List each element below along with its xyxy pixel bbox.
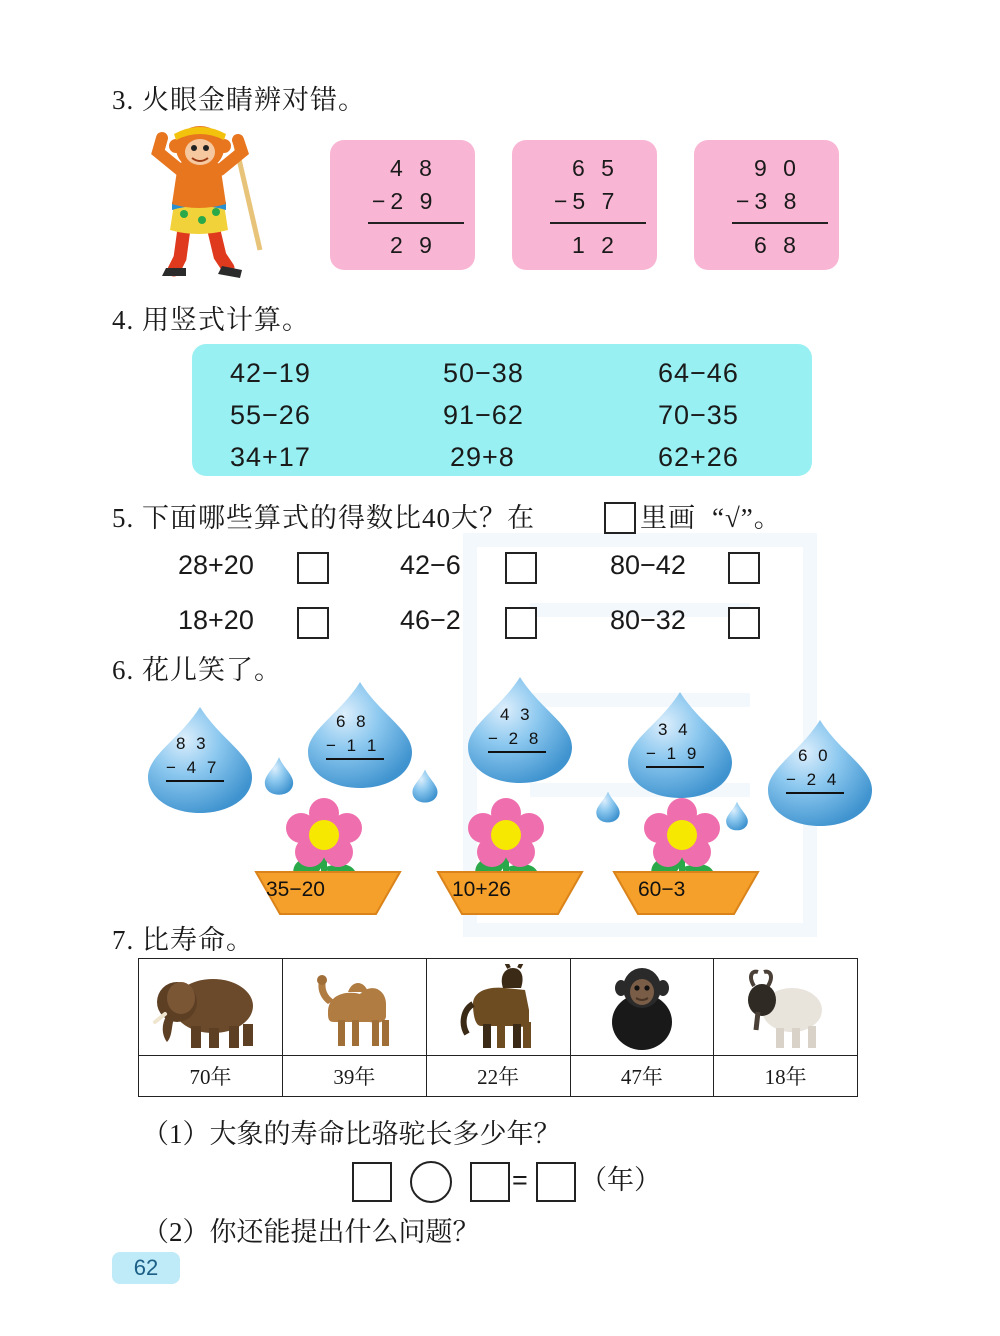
water-drop-2-rule <box>326 758 384 760</box>
exercise-3-index: 3. <box>112 85 135 115</box>
lifespan-value-chimpanzee: 47年 <box>570 1056 714 1097</box>
animal-cell-horse <box>426 959 570 1056</box>
exercise-3-col-1-bottom: −2 9 <box>372 188 438 214</box>
monkey-illustration <box>140 118 270 283</box>
lifespan-value-goat: 18年 <box>714 1056 858 1097</box>
lifespan-table <box>138 958 858 1097</box>
answer-box-2[interactable] <box>470 1162 510 1202</box>
flower-pot-3[interactable] <box>608 870 764 916</box>
answer-unit: （年） <box>580 1165 661 1195</box>
water-drop-5-rule <box>786 792 844 794</box>
water-drop-5-bottom: − 2 4 <box>786 770 840 789</box>
animal-cell-elephant <box>139 959 283 1056</box>
camel-icon <box>294 964 414 1050</box>
exercise-5-checkbox-4[interactable] <box>297 607 329 639</box>
exercise-5-checkbox-6[interactable] <box>728 607 760 639</box>
water-drop-4-rule <box>646 766 704 768</box>
elephant-icon <box>147 964 273 1050</box>
exercise-7-heading <box>112 918 254 957</box>
exercise-5-checkbox-3[interactable] <box>728 552 760 584</box>
exercise-3-title: 火眼金睛辨对错。 <box>142 85 366 115</box>
exercise-3-col-3-bottom: −3 8 <box>736 188 802 214</box>
exercise-5-index: 5. <box>112 503 135 533</box>
exercise-5-title-part2: 里画 <box>640 503 696 533</box>
table-row-values <box>139 1056 858 1097</box>
exercise-4-item-3: 64−46 <box>658 358 739 388</box>
answer-box-1[interactable] <box>352 1162 392 1202</box>
exercise-3-col-1-result: 2 9 <box>390 232 437 258</box>
water-drop-4-top: 3 4 <box>658 720 691 739</box>
exercise-6-title: 花儿笑了。 <box>142 655 282 685</box>
exercise-3-col-2-top: 6 5 <box>572 155 619 181</box>
water-drop-2-top: 6 8 <box>336 712 369 731</box>
goat-icon <box>736 964 836 1050</box>
animal-cell-chimpanzee <box>570 959 714 1056</box>
exercise-4-item-2: 50−38 <box>443 358 524 388</box>
exercise-5-item-1: 28+20 <box>178 550 254 580</box>
chimpanzee-icon <box>596 964 688 1050</box>
exercise-5-checkbox-2[interactable] <box>505 552 537 584</box>
exercise-7-title: 比寿命。 <box>142 925 254 955</box>
exercise-4-title: 用竖式计算。 <box>142 305 310 335</box>
exercise-4-item-8: 29+8 <box>450 442 515 472</box>
exercise-7-index: 7. <box>112 925 135 955</box>
exercise-3-col-2-rule <box>550 222 646 224</box>
exercise-4-item-7: 34+17 <box>230 442 311 472</box>
exercise-3-col-2-bottom: −5 7 <box>554 188 620 214</box>
small-droplet-1 <box>262 756 296 796</box>
exercise-5-checkbox-1[interactable] <box>297 552 329 584</box>
exercise-7-subquestion-2: （2）你还能提出什么问题？ <box>142 1217 480 1247</box>
exercise-4-index: 4. <box>112 305 135 335</box>
exercise-5-heading <box>112 496 535 535</box>
exercise-6-heading <box>112 648 282 687</box>
water-drop-2-bottom: − 1 1 <box>326 736 380 755</box>
exercise-3-heading <box>112 78 366 117</box>
animal-cell-camel <box>282 959 426 1056</box>
exercise-5-item-3: 80−42 <box>610 550 686 580</box>
flower-pot-1-label: 35−20 <box>266 878 325 901</box>
exercise-5-item-2: 42−6 <box>400 550 461 580</box>
answer-box-3[interactable] <box>536 1162 576 1202</box>
exercise-3-col-3-result: 6 8 <box>754 232 801 258</box>
exercise-3-col-1-rule <box>368 222 464 224</box>
exercise-5-item-5: 46−2 <box>400 605 461 635</box>
lifespan-value-elephant: 70年 <box>139 1056 283 1097</box>
exercise-3-col-3-rule <box>732 222 828 224</box>
water-drop-1-bottom: − 4 7 <box>166 758 220 777</box>
exercise-5-title-part1: 下面哪些算式的得数比40大？在 <box>142 503 535 533</box>
exercise-4-item-5: 91−62 <box>443 400 524 430</box>
water-drop-3-top: 4 3 <box>500 705 533 724</box>
lifespan-value-horse: 22年 <box>426 1056 570 1097</box>
exercise-3-col-1-top: 4 8 <box>390 155 437 181</box>
answer-equals-sign: = <box>512 1165 528 1195</box>
exercise-5-item-4: 18+20 <box>178 605 254 635</box>
exercise-5-checkbox-5[interactable] <box>505 607 537 639</box>
lifespan-value-camel: 39年 <box>282 1056 426 1097</box>
animal-cell-goat <box>714 959 858 1056</box>
flower-pot-3-label: 60−3 <box>638 878 686 901</box>
horse-icon <box>443 964 553 1050</box>
exercise-3-col-3-top: 9 0 <box>754 155 801 181</box>
water-drop-1-rule <box>166 780 224 782</box>
water-drop-3-rule <box>488 751 546 753</box>
exercise-6-index: 6. <box>112 655 135 685</box>
exercise-5-title-part3: “√”。 <box>712 503 782 533</box>
water-drop-2[interactable] <box>300 680 420 790</box>
water-drop-4-bottom: − 1 9 <box>646 744 700 763</box>
exercise-3-col-2-result: 1 2 <box>572 232 619 258</box>
exercise-5-inline-box[interactable] <box>604 502 636 534</box>
exercise-5-item-6: 80−32 <box>610 605 686 635</box>
page-number: 62 <box>112 1252 180 1284</box>
water-drop-1-top: 8 3 <box>176 734 209 753</box>
table-row-pictures <box>139 959 858 1056</box>
exercise-7-subquestion-1: （1）大象的寿命比骆驼长多少年？ <box>142 1119 561 1149</box>
exercise-4-heading <box>112 298 310 337</box>
exercise-4-item-4: 55−26 <box>230 400 311 430</box>
water-drop-3-bottom: − 2 8 <box>488 729 542 748</box>
water-drop-5-top: 6 0 <box>798 746 831 765</box>
exercise-4-item-1: 42−19 <box>230 358 311 388</box>
flower-pot-2-label: 10+26 <box>452 878 511 901</box>
answer-operator-circle[interactable] <box>410 1161 452 1203</box>
exercise-4-item-6: 70−35 <box>658 400 739 430</box>
exercise-4-item-9: 62+26 <box>658 442 739 472</box>
